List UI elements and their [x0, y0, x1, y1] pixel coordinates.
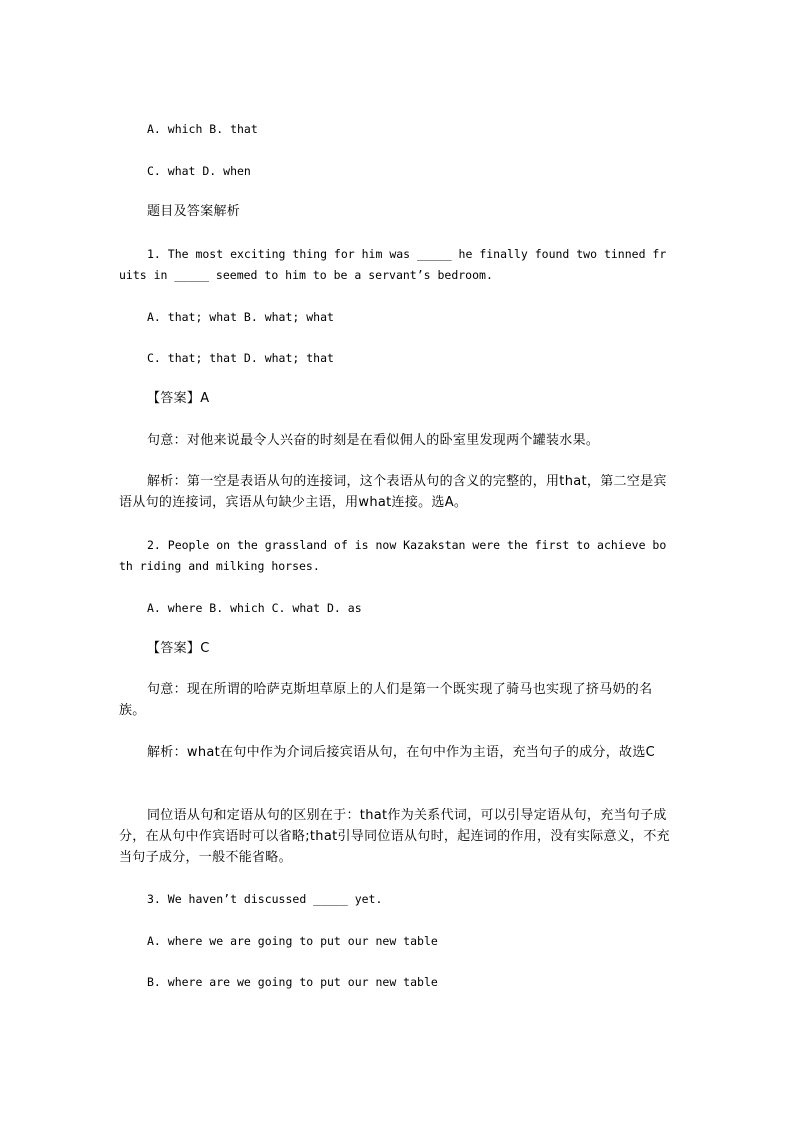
answer-line: 【答案】C: [147, 641, 210, 656]
option-line: A. where B. which C. what D. as: [147, 601, 362, 615]
option-line: C. that; that D. what; that: [147, 351, 334, 365]
option-line: A. that; what B. what; what: [147, 310, 334, 324]
option-line: C. what D. when: [147, 164, 251, 178]
option-line: A. which B. that: [147, 122, 258, 136]
analysis-text: 解析：what在句中作为介词后接宾语从句，在句中作为主语，充当句子的成分，故选C: [147, 745, 656, 760]
question-text: 2. People on the grassland of is now Kazakstan were the first to achieve both riding and milking horses.: [119, 538, 667, 573]
option-line: B. where are we going to put our new table: [147, 975, 438, 989]
answer-line: 【答案】A: [147, 391, 210, 406]
question-text: 3. We haven’t discussed _____ yet.: [147, 892, 383, 906]
meaning-line: 句意：对他来说最令人兴奋的时刻是在看似佣人的卧室里发现两个罐装水果。: [147, 433, 600, 448]
meaning-line: 句意：现在所谓的哈萨克斯坦草原上的人们是第一个既实现了骑马也实现了挤马奶的名族。: [119, 682, 653, 718]
analysis-text: 解析：第一空是表语从句的连接词，这个表语从句的含义的完整的，用that，第二空是宾语从句的连接词，宾语从句缺少主语，用what连接。选A。: [119, 474, 667, 510]
option-line: A. where we are going to put our new table: [147, 934, 438, 948]
question-text: 1. The most exciting thing for him was _____ he finally found two tinned fruits in _____ seemed to him to be a servant’s bedroom.: [119, 247, 667, 282]
section-heading: 题目及答案解析: [147, 204, 241, 219]
note-text: 同位语从句和定语从句的区别在于：that作为关系代词，可以引导定语从句，充当句子成分，在从句中作宾语时可以省略;that引导同位语从句时，起连词的作用，没有实际意义，不充当句子成分，一般不能省略。: [119, 808, 670, 865]
